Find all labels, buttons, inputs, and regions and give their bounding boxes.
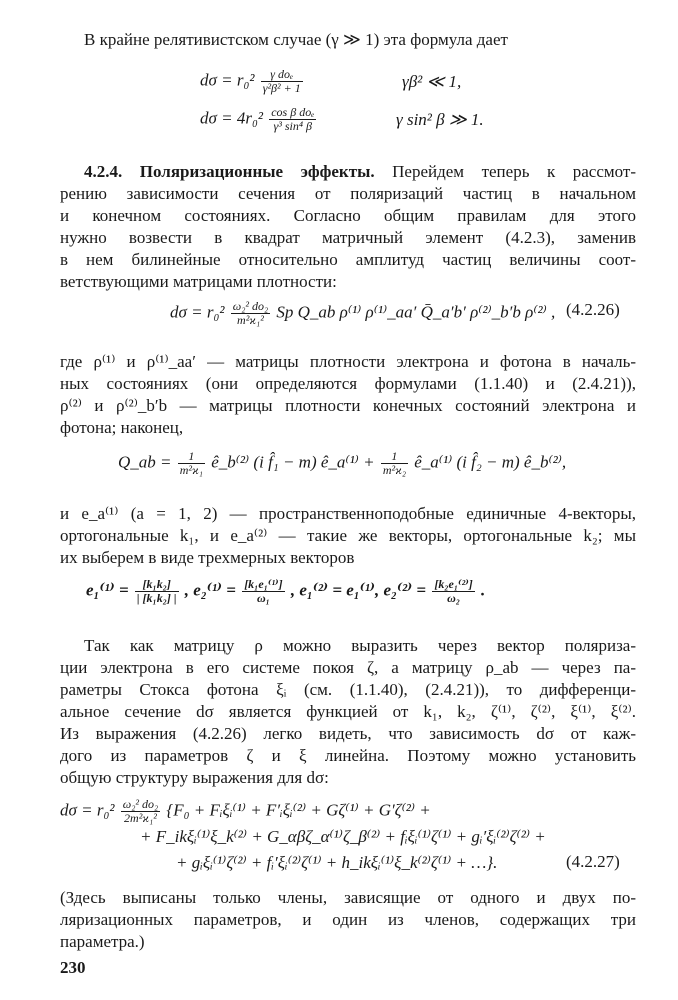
eqq-num-1: 1 bbox=[178, 450, 205, 464]
formula-a-lhs: dσ = r₀² bbox=[200, 70, 255, 90]
eqq-mid-2: ê_a⁽¹⁾ (i f̂₂ − m) ê_b⁽²⁾, bbox=[414, 452, 567, 472]
eqq-num-2: 1 bbox=[381, 450, 408, 464]
formula-b-fraction bbox=[269, 106, 316, 133]
eq26-number: (4.2.26) bbox=[566, 300, 620, 319]
vec-e3: , e₁⁽²⁾ = e₁⁽¹⁾, bbox=[290, 580, 380, 600]
section-line-1: рению зависимости сечения от поляризаций частиц в начальном bbox=[60, 184, 636, 203]
eq27-num: ω₂² do₂ bbox=[122, 797, 159, 811]
eq27-number: (4.2.27) bbox=[566, 852, 620, 871]
para4-line-1: ции электрона в его системе покоя ζ, а матрицу ρ_ab — через па- bbox=[60, 658, 636, 677]
section-line-0: Перейдем теперь к рассмот- bbox=[392, 162, 637, 181]
equation-4-2-27-line-3: + gᵢξᵢ⁽¹⁾ζ⁽²⁾ + fᵢ′ξᵢ⁽²⁾ζ⁽¹⁾ + h_ikξᵢ⁽¹⁾ξ_k⁽²⁾ζ⁽¹⁾ + …}. bbox=[176, 853, 498, 872]
vec-e1-num: [k₁k₂] bbox=[135, 578, 179, 592]
section-number: 4.2.4. bbox=[84, 162, 123, 181]
formula-b bbox=[200, 106, 318, 133]
vec-e2-num: [k₁e₁⁽¹⁾] bbox=[244, 577, 283, 591]
formula-b-lhs: dσ = 4r₀² bbox=[200, 108, 263, 128]
eq26-fraction bbox=[231, 300, 270, 327]
eq26-num: ω₂² do₂ bbox=[232, 299, 269, 313]
eqq-fraction-2 bbox=[381, 450, 408, 477]
para4-line-4: Из выражения (4.2.26) легко видеть, что зависимость dσ от каж- bbox=[60, 724, 636, 743]
para5-line-0: (Здесь выписаны только члены, зависящие от одного и двух по- bbox=[60, 888, 636, 907]
section-heading-line bbox=[60, 162, 636, 182]
eq27-lhs: dσ = r₀² bbox=[60, 800, 115, 820]
para3-line-1: ортогональные k₁, и e_a⁽²⁾ — такие же векторы, ортогональные k₂; мы bbox=[60, 526, 636, 545]
para3-line-2: их выберем в виде трехмерных векторов bbox=[60, 548, 355, 567]
formula-b-den: γ³ sin⁴ β bbox=[273, 119, 313, 133]
section-line-3: нужно возвести в квадрат матричный элемент (4.2.3), заменив bbox=[60, 228, 636, 247]
eq26-den: m²ϰ₁² bbox=[237, 313, 264, 327]
vec-e4-lhs: e₂⁽²⁾ = bbox=[383, 580, 427, 600]
eq27-rhs: {F₀ + Fᵢξᵢ⁽¹⁾ + F′ᵢξᵢ⁽²⁾ + Gζ⁽¹⁾ + G′ζ⁽²⁾ + bbox=[166, 800, 431, 820]
formula-b-condition: γ sin² β ≫ 1. bbox=[396, 110, 484, 129]
vec-e1-fraction bbox=[135, 578, 179, 605]
para2-line-3: фотона; наконец, bbox=[60, 418, 184, 437]
para4-line-3: альное сечение dσ является функцией от k₁, k₂, ζ⁽¹⁾, ζ⁽²⁾, ξ⁽¹⁾, ξ⁽²⁾. bbox=[60, 702, 636, 721]
formula-a-fraction bbox=[261, 68, 303, 95]
para4-line-2: раметры Стокса фотона ξᵢ (см. (1.1.40), (2.4.21)), то дифференци- bbox=[60, 680, 636, 699]
para5-line-1: ляризационных параметров, и один из членов, содержащих три bbox=[60, 910, 636, 929]
eq27-den: 2m²ϰ₁² bbox=[124, 811, 157, 825]
equation-q bbox=[118, 450, 566, 477]
section-line-4: в нем билинейные относительно амплитуд частиц величины соот- bbox=[60, 250, 636, 269]
equation-4-2-27-line-2: + F_ikξᵢ⁽¹⁾ξ_k⁽²⁾ + G_αβζ_α⁽¹⁾ζ_β⁽²⁾ + fᵢξᵢ⁽¹⁾ζ⁽¹⁾ + gᵢ′ξᵢ⁽²⁾ζ⁽²⁾ + bbox=[140, 827, 546, 846]
formula-a-condition: γβ² ≪ 1, bbox=[402, 72, 462, 91]
para2-line-1: ных состояниях (они определяются формулами (1.1.40) и (2.4.21)), bbox=[60, 374, 636, 393]
vec-e2-fraction bbox=[242, 578, 284, 605]
equation-4-2-27-line-1 bbox=[60, 798, 431, 825]
para4-line-5: дого из параметров ζ и ξ линейна. Поэтому можно установить bbox=[60, 746, 636, 765]
vec-e4-num: [k₂e₁⁽²⁾] bbox=[434, 577, 473, 591]
para4-line-6: общую структуру выражения для dσ: bbox=[60, 768, 329, 787]
section-title: Поляризационные эффекты. bbox=[139, 162, 375, 181]
vec-e4-fraction bbox=[432, 578, 474, 605]
eqq-den-1: m²ϰ₁ bbox=[179, 463, 203, 477]
para4-line-0: Так как матрицу ρ можно выразить через вектор поляриза- bbox=[84, 636, 636, 655]
formula-a bbox=[200, 68, 305, 95]
para2-line-2: ρ⁽²⁾ и ρ⁽²⁾_b′b — матрицы плотности конечных состояний электрона и bbox=[60, 396, 636, 415]
eq27-fraction bbox=[121, 798, 160, 825]
para3-line-0: и e_a⁽¹⁾ (a = 1, 2) — пространственноподобные единичные 4-векторы, bbox=[60, 504, 636, 523]
eqq-lhs: Q_ab = bbox=[118, 452, 172, 472]
eqq-den-2: m²ϰ₂ bbox=[382, 463, 407, 477]
vec-end: . bbox=[481, 580, 486, 600]
formula-a-den: γ²β² + 1 bbox=[262, 81, 301, 95]
eqq-mid-1: ê_b⁽²⁾ (i f̂₁ − m) ê_a⁽¹⁾ + bbox=[211, 452, 375, 472]
equation-vectors bbox=[86, 578, 485, 605]
section-line-2: и конечном состояниях. Согласно общим правилам для этого bbox=[60, 206, 636, 225]
eqq-fraction-1 bbox=[178, 450, 205, 477]
formula-a-num: γ doₑ bbox=[261, 68, 303, 82]
vec-e2-lhs: , e₂⁽¹⁾ = bbox=[184, 580, 236, 600]
eq26-rhs: Sp Q_ab ρ⁽¹⁾ ρ⁽¹⁾_aa′ Q̄_a′b′ ρ⁽²⁾_b′b ρ⁽²⁾ , bbox=[276, 302, 556, 322]
para2-line-0: где ρ⁽¹⁾ и ρ⁽¹⁾_aa′ — матрицы плотности электрона и фотона в началь- bbox=[60, 352, 636, 371]
vec-e4-den: ω₂ bbox=[447, 591, 461, 605]
formula-b-num: cos β doₑ bbox=[271, 105, 315, 119]
intro-text: В крайне релятивистском случае (γ ≫ 1) эта формула дает bbox=[84, 30, 508, 49]
vec-e1-lhs: e₁⁽¹⁾ = bbox=[86, 580, 129, 600]
page-number: 230 bbox=[60, 958, 86, 977]
equation-4-2-26 bbox=[170, 300, 555, 327]
vec-e1-den: | [k₁k₂] | bbox=[136, 591, 177, 605]
eq26-lhs: dσ = r₀² bbox=[170, 302, 225, 322]
section-line-5: ветствующими матрицами плотности: bbox=[60, 272, 337, 291]
para5-line-2: параметра.) bbox=[60, 932, 145, 951]
vec-e2-den: ω₁ bbox=[256, 591, 270, 605]
